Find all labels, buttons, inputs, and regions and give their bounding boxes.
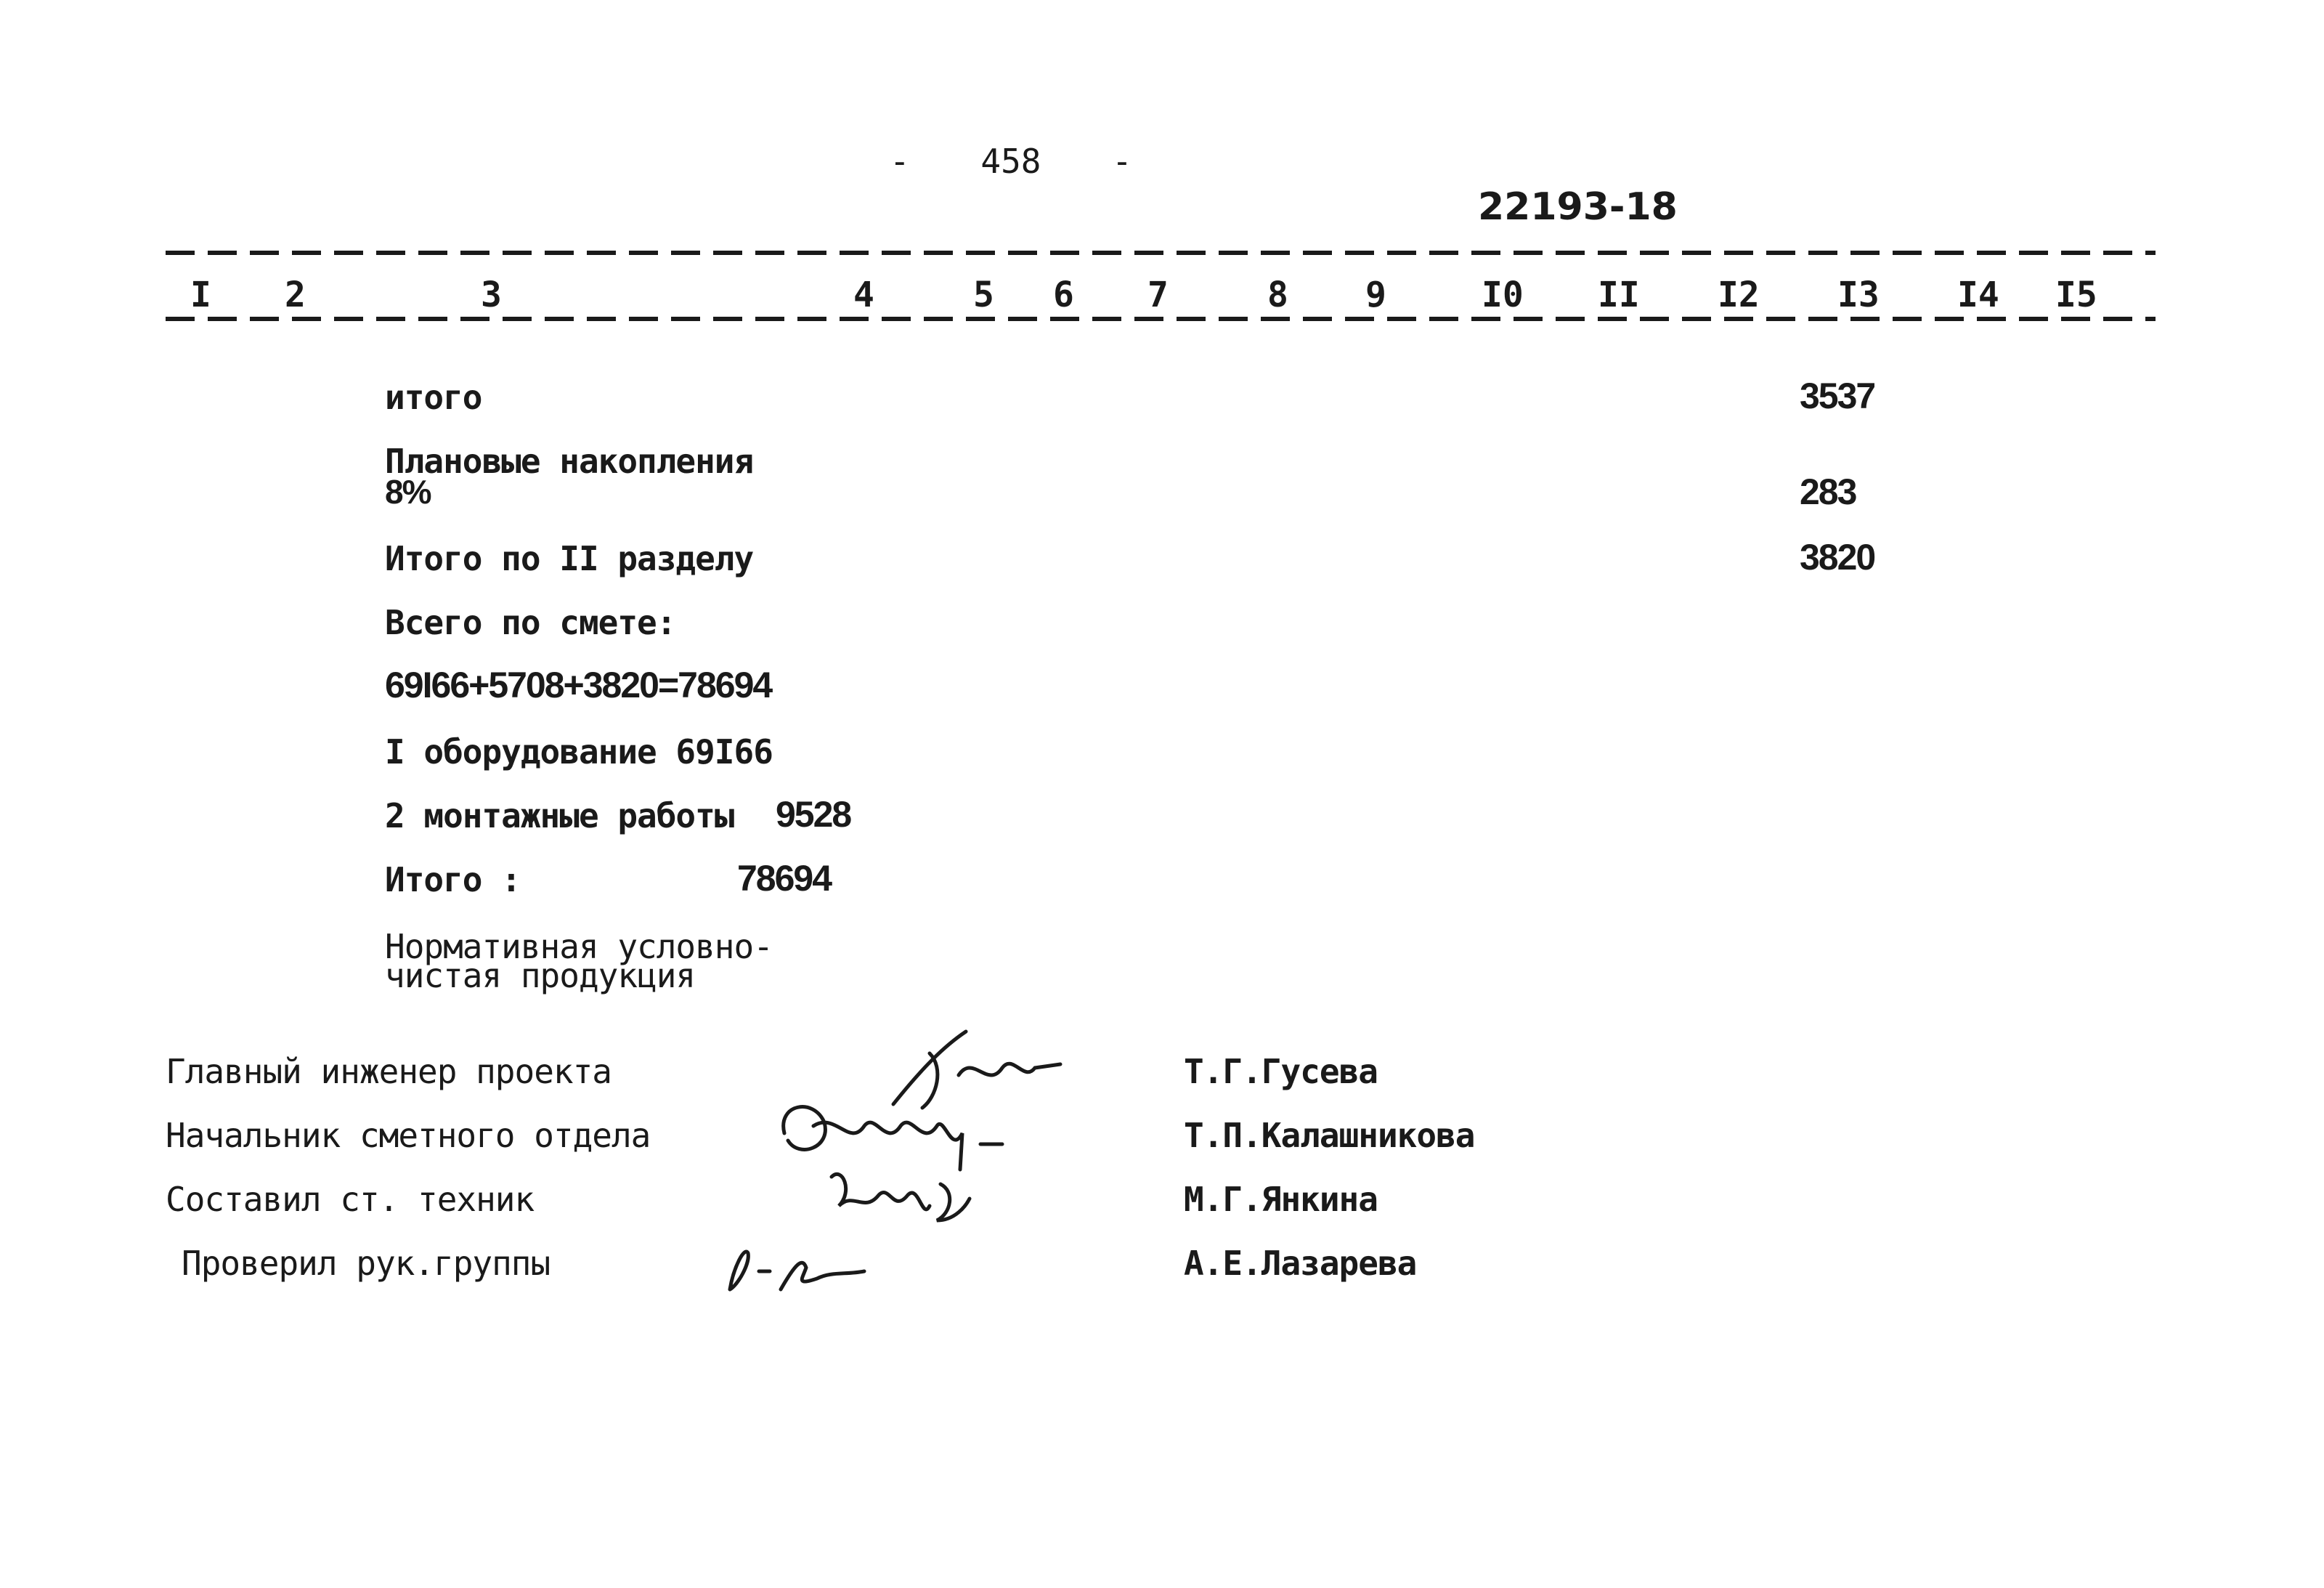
top-dashed-rule — [166, 251, 2156, 255]
summary-formula: 69I66+5708+3820=78694 — [385, 665, 772, 705]
document-code: 22193-18 — [1478, 185, 1678, 229]
column-header: I3 — [1837, 275, 1880, 315]
summary-total-value: 78694 — [737, 858, 832, 899]
summary-item-installation-label: 2 монтажные работы — [385, 796, 734, 835]
signature-group-lead — [715, 1235, 875, 1300]
column-header: 4 — [853, 275, 874, 315]
column-header: 9 — [1365, 275, 1386, 315]
row-label: Плановые накопления — [385, 442, 754, 481]
column-header: I5 — [2055, 275, 2097, 315]
column-header: I4 — [1957, 275, 1999, 315]
column-header: 5 — [973, 275, 994, 315]
signatory-name: Т.П.Калашникова — [1184, 1116, 1475, 1155]
summary-item-installation-value: 9528 — [776, 794, 851, 835]
signatory-name: Т.Г.Гусева — [1184, 1052, 1378, 1091]
signatory-role: Составил ст. техник — [166, 1180, 535, 1219]
column-header: 6 — [1053, 275, 1074, 315]
summary-note-line2: чистая продукция — [385, 956, 696, 995]
summary-title: Всего по смете: — [385, 603, 676, 642]
summary-note-line1: Нормативная условно- — [385, 927, 773, 966]
row-label: Итого по II разделу — [385, 539, 754, 578]
signatory-role: Начальник сметного отдела — [166, 1116, 651, 1155]
row-value: 3537 — [1800, 376, 1875, 416]
column-header: 8 — [1267, 275, 1288, 315]
column-header: I — [190, 275, 211, 315]
signatory-role: Главный инженер проекта — [166, 1052, 612, 1091]
column-header: I0 — [1482, 275, 1524, 315]
row-label: итого — [385, 378, 482, 417]
column-header: 7 — [1147, 275, 1169, 315]
row-value: 3820 — [1800, 537, 1875, 578]
row-value: 283 — [1800, 471, 1856, 512]
signatory-role: Проверил рук.группы — [182, 1244, 550, 1283]
column-header: I2 — [1718, 275, 1760, 315]
summary-total-label: Итого : — [385, 860, 521, 899]
column-header: II — [1598, 275, 1640, 315]
column-header: 2 — [285, 275, 306, 315]
signatory-name: М.Г.Янкина — [1184, 1180, 1378, 1219]
signatory-name: А.Е.Лазарева — [1184, 1244, 1417, 1283]
column-header: 3 — [481, 275, 502, 315]
page-number: - 458 - — [890, 142, 1132, 181]
summary-item-equipment: I оборудование 69I66 — [385, 732, 773, 771]
header-dashed-rule — [166, 317, 2156, 321]
row-label-percent: 8% — [385, 473, 431, 511]
